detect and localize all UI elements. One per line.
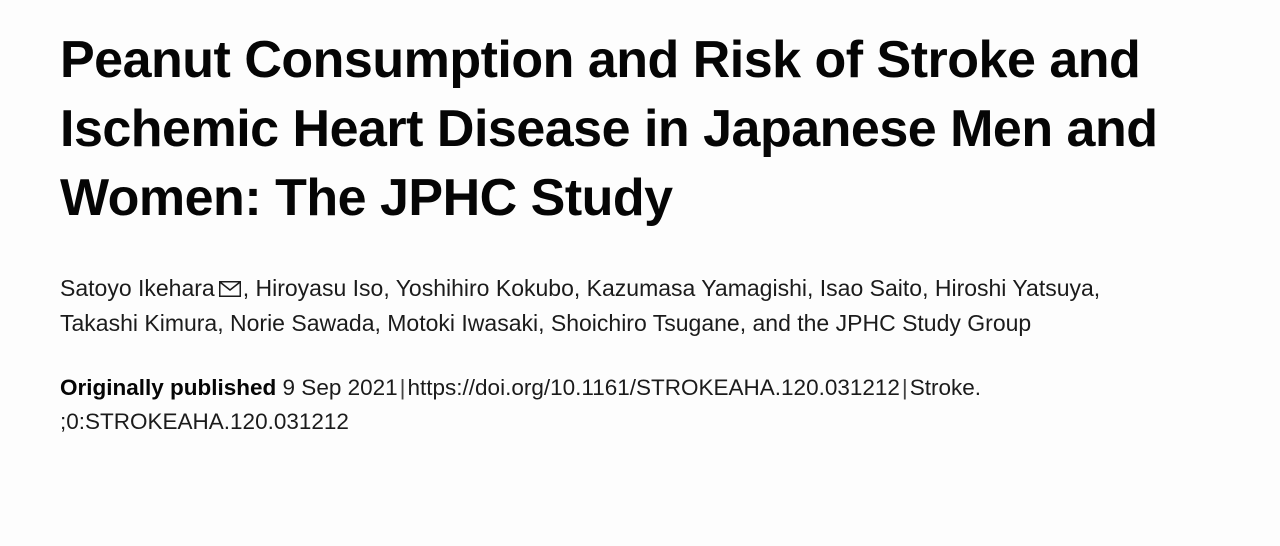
author-sep-5: , [922,275,935,302]
publication-info [60,371,1220,439]
author-sep-9: , [538,310,551,337]
author-8[interactable]: Norie Sawada [230,310,375,337]
author-sep-10: , [739,310,753,337]
author-9[interactable]: Motoki Iwasaki [387,310,539,337]
mail-icon[interactable] [219,281,241,297]
published-date: 9 Sep 2021 [282,375,398,401]
author-list [60,271,1220,341]
author-2[interactable]: Hiroyasu Iso [255,275,384,302]
author-sep-7: , [217,310,231,337]
pub-separator-2: | [901,375,908,401]
author-group[interactable]: and the JPHC Study Group [752,310,1032,337]
page-title: Peanut Consumption and Risk of Stroke and Ischemic Heart Disease in Japanese Men and Women: The JPHC Study [60,31,1158,228]
journal-citation: Stroke. ;0:STROKEAHA.120.031212 [60,375,982,435]
author-10[interactable]: Shoichiro Tsugane [550,310,740,337]
author-sep-2: , [383,275,396,302]
published-label: Originally published [60,375,277,401]
author-4[interactable]: Kazumasa Yamagishi [586,275,807,302]
author-sep-1: , [242,275,256,302]
author-3[interactable]: Yoshihiro Kokubo [395,275,574,302]
author-sep-8: , [374,310,388,337]
doi-link[interactable]: https://doi.org/10.1161/STROKEAHA.120.031212 [407,375,900,401]
author-7[interactable]: Takashi Kimura [60,310,218,337]
author-sep-6: , [1093,275,1101,302]
author-1[interactable]: Satoyo Ikehara [60,275,215,302]
author-6[interactable]: Hiroshi Yatsuya [934,275,1094,302]
author-5[interactable]: Isao Saito [819,275,923,302]
pub-separator-1: | [399,375,406,401]
author-sep-4: , [806,275,820,302]
author-sep-3: , [573,275,587,302]
